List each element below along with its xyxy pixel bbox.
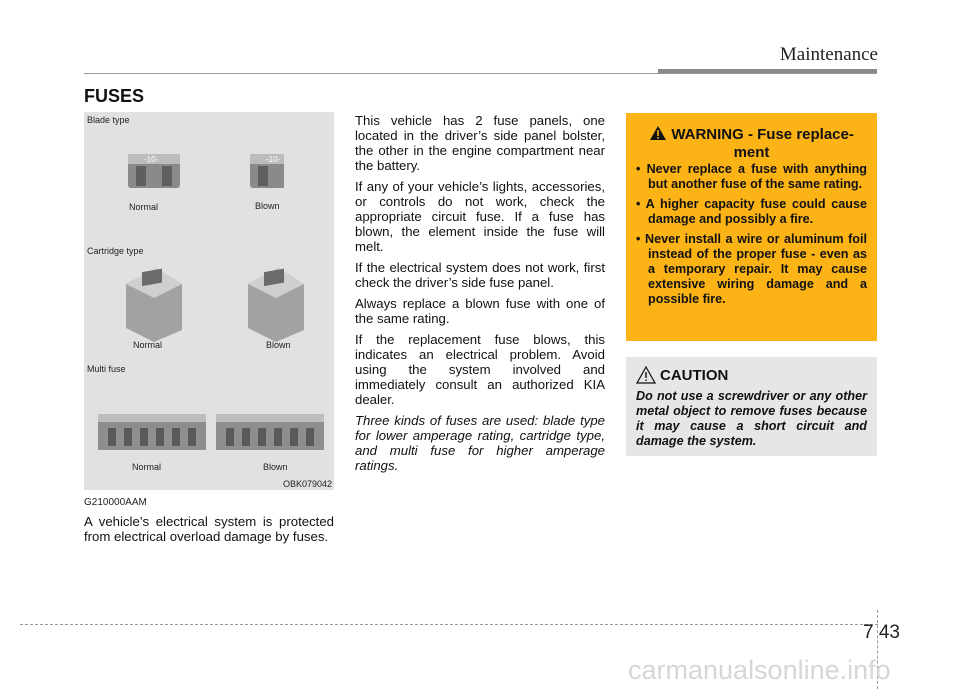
paragraph-replacement-blows: If the replacement fuse blows, this indicates an electrical problem. Avoid using the system involved and immediately consult an authorized KIA dealer. — [355, 332, 605, 407]
blade-fuse-blown-icon — [250, 154, 284, 188]
section-code: G210000AAM — [84, 497, 147, 508]
label-blade-type: Blade type — [87, 115, 130, 125]
multi-fuse-normal-icon — [98, 414, 206, 450]
paragraph-same-rating: Always replace a blown fuse with one of the same rating. — [355, 296, 605, 326]
header-rule — [84, 73, 877, 74]
warning-item: • Never replace a fuse with anything but another fuse of the same rating. — [636, 162, 867, 191]
page-number: 7 43 — [863, 622, 900, 643]
footer-rule — [20, 624, 878, 625]
paragraph-check-fuse: If any of your vehicle’s lights, accessories, or controls do not work, check the appropriate circuit fuse. If a fuse has blown, the element inside the fuse will melt. — [355, 179, 605, 254]
warning-title-line1: WARNING - Fuse replace- — [671, 126, 854, 143]
caution-title: CAUTION — [660, 367, 729, 384]
warning-title — [626, 125, 877, 161]
label-multi-normal: Normal — [132, 462, 162, 472]
intro-paragraph: A vehicle’s electrical system is protected from electrical overload damage by fuses. — [84, 514, 334, 544]
label-blade-blown: Blown — [255, 201, 280, 211]
section-title: FUSES — [84, 86, 145, 106]
label-cartridge-normal: Normal — [133, 340, 163, 350]
paragraph-fuse-kinds: Three kinds of fuses are used: blade type for lower amperage rating, cartridge type, and multi fuse for higher amperage ratings. — [355, 413, 605, 473]
multi-fuse-illustration — [94, 408, 329, 456]
warning-triangle-icon — [649, 125, 667, 145]
left-column — [84, 497, 334, 550]
cartridge-fuse-blown-icon — [248, 268, 304, 342]
blade-fuse-normal-icon — [128, 154, 180, 188]
warning-box — [626, 113, 877, 341]
warning-title-line2: ment — [733, 144, 770, 161]
caution-triangle-icon — [636, 366, 656, 389]
warning-list — [636, 162, 867, 312]
multi-fuse-blown-icon — [216, 414, 324, 450]
caution-text: Do not use a screwdriver or any other metal object to remove fuses because it may cause a short circuit and damage the system. — [636, 389, 867, 448]
warning-item: • A higher capacity fuse could cause damage and possibly a fire. — [636, 197, 867, 226]
svg-text:-10-: -10- — [266, 155, 281, 164]
paragraph-fuse-panels: This vehicle has 2 fuse panels, one located in the driver’s side panel bolster, the other in the engine compartment near the battery. — [355, 113, 605, 173]
cartridge-fuse-illustration — [120, 264, 310, 344]
label-blade-normal: Normal — [129, 202, 159, 212]
caution-box — [626, 357, 877, 456]
middle-column — [355, 113, 605, 479]
header-rule-accent — [658, 69, 877, 73]
label-cartridge-type: Cartridge type — [87, 246, 144, 256]
paragraph-first-check: If the electrical system does not work, first check the driver’s side fuse panel. — [355, 260, 605, 290]
fuse-figure — [84, 112, 334, 490]
warning-item: • Never install a wire or aluminum foil instead of the proper fuse - even as a temporary repair. It may cause extensive wiring damage and a possible fire. — [636, 232, 867, 306]
label-multi-blown: Blown — [263, 462, 288, 472]
chapter-title: Maintenance — [779, 44, 878, 65]
watermark: carmanualsonline.info — [628, 655, 891, 685]
label-cartridge-blown: Blown — [266, 340, 291, 350]
label-multi-fuse: Multi fuse — [87, 364, 126, 374]
figure-code: OBK079042 — [282, 479, 332, 489]
cartridge-fuse-normal-icon — [126, 268, 182, 342]
blade-fuse-illustration — [124, 150, 284, 200]
svg-text:-10-: -10- — [144, 155, 159, 164]
